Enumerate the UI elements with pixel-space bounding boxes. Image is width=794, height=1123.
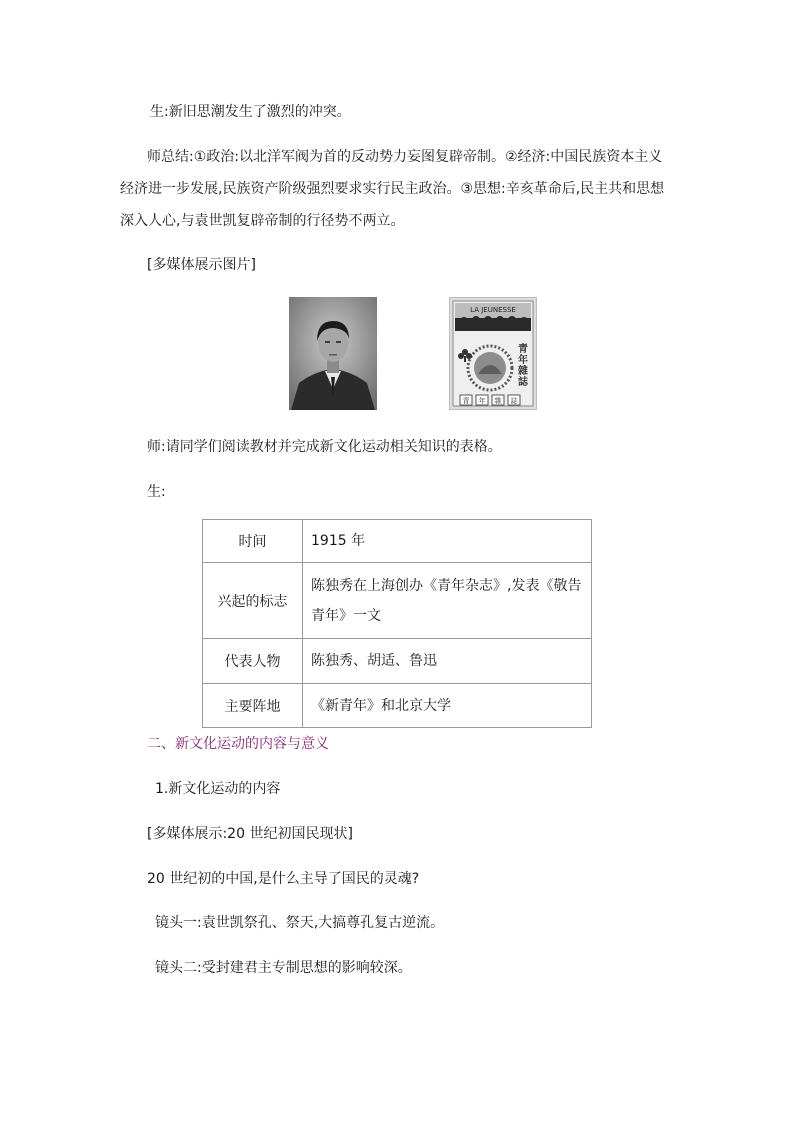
table-value-text: 陈独秀、胡适、鲁迅: [311, 653, 437, 669]
table-row: [203, 520, 592, 563]
bottom-char-1: 青: [462, 397, 470, 405]
table-row: [203, 639, 592, 684]
bottom-char-3: 雜: [494, 397, 502, 405]
cover-char-4: 誌: [518, 377, 528, 388]
cover-char-3: 雜: [518, 366, 528, 377]
table-value-text: 陈独秀在上海创办《青年杂志》,发表《敬告: [311, 577, 582, 594]
subsection-1: 1.新文化运动的内容: [155, 781, 281, 797]
table-value-cell: [303, 520, 592, 563]
table-key-cell: 兴起的标志: [203, 563, 303, 639]
table-value-cell: [303, 639, 592, 684]
magazine-title: LA JEUNESSE: [470, 306, 516, 314]
table-value-text: 《新青年》和北京大学: [311, 697, 451, 714]
bottom-char-4: 誌: [510, 397, 518, 405]
teacher-summary-line-3: 深入人心,与袁世凯复辟帝制的行径势不两立。: [120, 213, 405, 229]
teacher-prompt: 师:请同学们阅读教材并完成新文化运动相关知识的表格。: [147, 439, 502, 455]
media-label-2: [多媒体展示:20 世纪初国民现状]: [147, 826, 353, 842]
magazine-cover: [449, 297, 537, 410]
media-label: [多媒体展示图片]: [147, 257, 256, 273]
bottom-char-2: 年: [478, 397, 486, 405]
shot-2: 镜头二:受封建君主专制思想的影响较深。: [155, 960, 412, 976]
student-prompt: 生:: [147, 484, 166, 500]
new-culture-movement-table: [202, 519, 592, 728]
magazine-cover-image: [450, 298, 536, 409]
table-value-text: 1915 年: [311, 533, 366, 549]
table-value-text: 青年》一文: [311, 607, 381, 624]
table-key-cell: 代表人物: [203, 639, 303, 684]
section-heading-2: 二、新文化运动的内容与意义: [147, 736, 329, 752]
cover-char-2: 年: [518, 355, 528, 366]
cover-char-1: 青: [518, 344, 528, 355]
table-row: [203, 684, 592, 728]
table-value-cell: [303, 684, 592, 728]
teacher-summary-line-1: 师总结:①政治:以北洋军阀为首的反动势力妄图复辟帝制。②经济:中国民族资本主义: [147, 149, 663, 165]
question-1: 20 世纪初的中国,是什么主导了国民的灵魂?: [147, 871, 420, 887]
student-answer-1: 生:新旧思潮发生了激烈的冲突。: [150, 104, 351, 120]
table-row: [203, 563, 592, 639]
portrait-photo: [289, 297, 377, 410]
table-value-cell: [303, 563, 592, 639]
shot-1: 镜头一:袁世凯祭孔、祭天,大搞尊孔复古逆流。: [155, 915, 445, 931]
table-key-cell: 时间: [203, 520, 303, 563]
teacher-summary-line-2: 经济进一步发展,民族资产阶级强烈要求实行民主政治。③思想:辛亥革命后,民主共和思想: [120, 181, 665, 197]
portrait-image: [289, 297, 377, 410]
table-key-cell: 主要阵地: [203, 684, 303, 728]
